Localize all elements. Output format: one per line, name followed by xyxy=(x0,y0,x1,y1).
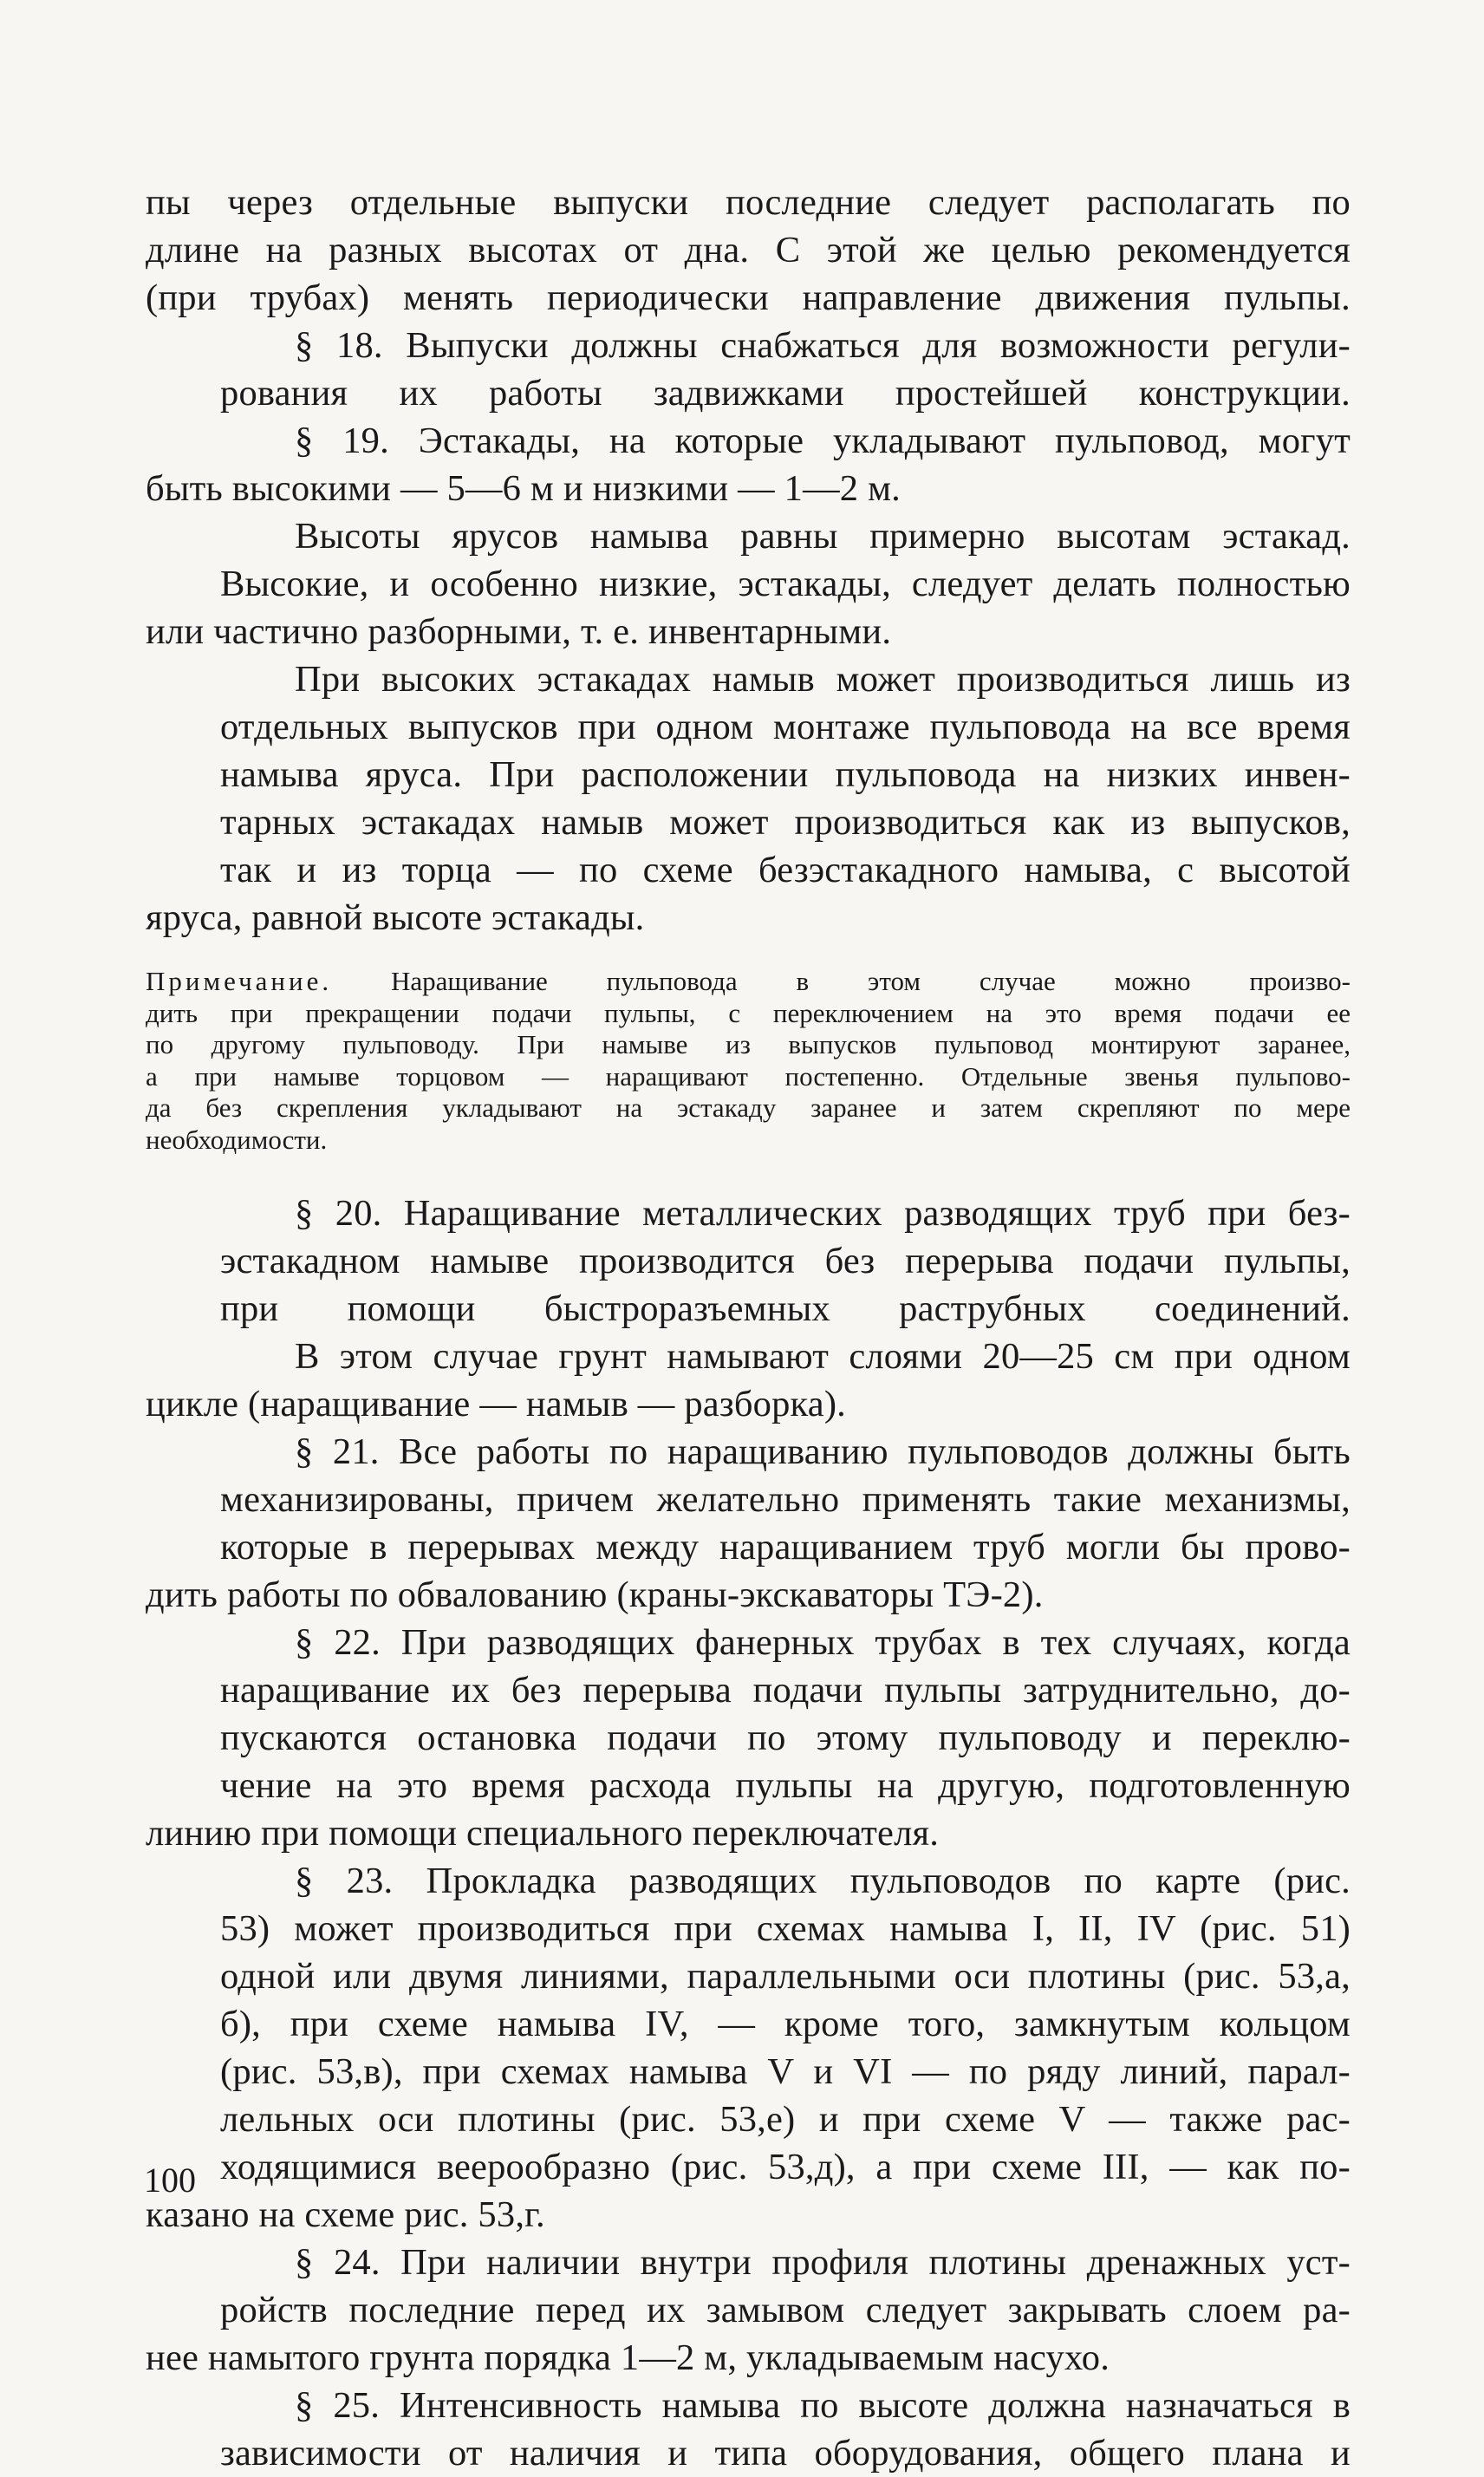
paragraph-section-23: § 23. Прокладка разводящих пульповодов по карте (рис. 53) может производиться при схемах намыва I, II, IV (рис. 51) одной или двумя линиями, параллельными оси плотины (рис. 53,а, б), при схеме намыва IV, — кроме того, замкнутым кольцом (рис. 53,в), при схемах намыва V и VI — по ряду линий, парал- лельных оси плотины (рис. 53,е) и при схеме V — также рас- ходящимися веерообразно (рис. 53,д), а при схеме III, — как по- казано на схеме рис. 53,г. xyxy=(146,1860,1351,2235)
paragraph-section-20: § 20. Наращивание металлических разводящих труб при без- эстакадном намыве производится без перерыва подачи пульпы, при помощи быстроразъемных раструбных соединений. xyxy=(220,1192,1351,1329)
paragraph-section-18: § 18. Выпуски должны снабжаться для возможности регули- рования их работы задвижками простейшей конструкции. xyxy=(220,325,1351,414)
paragraph-1: пы через отдельные выпуски последние следует располагать по длине на разных высотах от дна. С этой же целью рекомендуется (при трубах) менять периодически направление движения пульпы. xyxy=(146,182,1351,318)
paragraph-tiers-height: Высоты ярусов намыва равны примерно высотам эстакад. Высокие, и особенно низкие, эстакады, следует делать полностью или частично разборными, т. е. инвентарными. xyxy=(146,516,1351,652)
paragraph-high-trestles: При высоких эстакадах намыв может производиться лишь из отдельных выпусков при одном монтаже пульповода на все время намыва яруса. При расположении пульповода на низких инвен- тарных эстакадах намыв может производиться как из выпусков, так и из торца — по схеме безэстакадного намыва, с высотой яруса, равной высоте эстакады. xyxy=(146,659,1351,938)
paragraph-section-21: § 21. Все работы по наращиванию пульповодов должны быть механизированы, причем желательно применять такие механизмы, которые в перерывах между наращиванием труб могли бы прово- дить работы по обвалованию (краны-экскаваторы ТЭ-2). xyxy=(146,1431,1351,1615)
note-label: Примечание. xyxy=(146,966,333,996)
page-text xyxy=(146,179,1351,2477)
page-number: 100 xyxy=(144,2161,196,2200)
paragraph-section-24: § 24. При наличии внутри профиля плотины дренажных уст- ройств последние перед их замывом следует закрывать слоем ра- нее намытого грунта порядка 1—2 м, укладываемым насухо. xyxy=(146,2241,1351,2378)
paragraph-section-22: § 22. При разводящих фанерных трубах в тех случаях, когда наращивание их без перерыва подачи пульпы затруднительно, до- пускаются остановка подачи по этому пульповоду и переклю- чение на это время расхода пульпы на другую, подготовленную линию при помощи специального переключателя. xyxy=(146,1621,1351,1854)
paragraph-section-19: § 19. Эстакады, на которые укладывают пульповод, могут быть высокими — 5—6 м и низкими — 1—2 м. xyxy=(146,420,1351,509)
paragraph-section-25: § 25. Интенсивность намыва по высоте должна назначаться в зависимости от наличия и типа оборудования, общего плана и xyxy=(220,2384,1351,2474)
paragraph-layers: В этом случае грунт намывают слоями 20—25 см при одном цикле (наращивание — намыв — разборка). xyxy=(146,1335,1351,1424)
note-block: Примечание. Наращивание пульповода в этом случае можно произво- дить при прекращении подачи пульпы, с переключением на это время подачи ее по другому пульповоду. При намыве из выпусков пульповод монтируют заранее, а при намыве торцовом — наращивают постепенно. Отдельные звенья пульпово- да без скрепления укладывают на эстакаду заранее и затем скрепляют по мере необходимости. xyxy=(146,966,1351,1155)
